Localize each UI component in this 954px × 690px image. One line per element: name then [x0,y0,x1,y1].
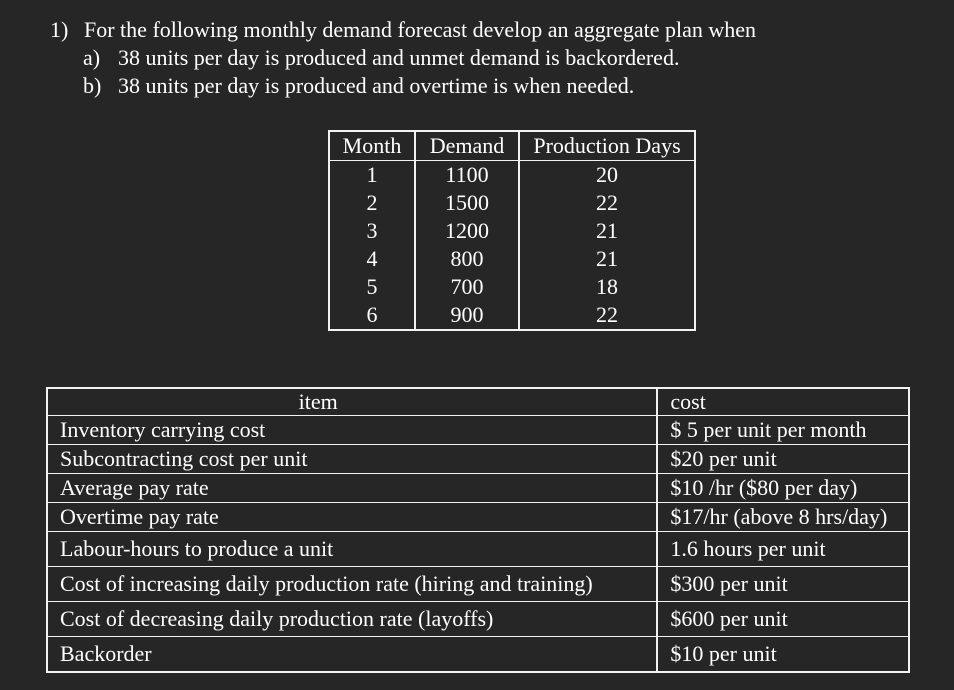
table-row [47,637,909,673]
question-part-b [50,72,930,100]
production-days-cell: 22 [519,189,695,217]
item-cell: Subcontracting cost per unit [47,445,657,474]
item-cell: Inventory carrying cost [47,416,657,445]
cost-cell: 1.6 hours per unit [657,532,909,567]
cost-cell: $300 per unit [657,567,909,602]
header-month: Month [329,131,415,161]
table-header-row [329,131,695,161]
item-cell: Overtime pay rate [47,503,657,532]
item-cell: Average pay rate [47,474,657,503]
part-text: 38 units per day is produced and overtime is when needed. [118,73,635,98]
table-row [47,416,909,445]
month-cell: 4 [329,245,415,273]
demand-cell: 1500 [415,189,519,217]
part-text: 38 units per day is produced and unmet demand is backordered. [118,45,680,70]
header-demand: Demand [415,131,519,161]
demand-table [328,130,696,331]
production-days-cell: 22 [519,301,695,330]
demand-cell: 1100 [415,161,519,190]
month-cell: 6 [329,301,415,330]
cost-table [46,387,910,673]
production-days-cell: 20 [519,161,695,190]
item-cell: Cost of increasing daily production rate (hiring and training) [47,567,657,602]
question-text: For the following monthly demand forecast develop an aggregate plan when [84,17,757,42]
table-row [329,273,695,301]
cost-cell: $17/hr (above 8 hrs/day) [657,503,909,532]
item-cell: Backorder [47,637,657,673]
question-number: 1) [50,17,69,42]
month-cell: 5 [329,273,415,301]
cost-cell: $10 per unit [657,637,909,673]
cost-cell: $ 5 per unit per month [657,416,909,445]
table-row [47,474,909,503]
header-cost: cost [657,388,909,416]
table-header-row [47,388,909,416]
table-row [47,445,909,474]
table-row [329,245,695,273]
header-item: item [47,388,657,416]
question-block [50,16,930,100]
demand-cell: 700 [415,273,519,301]
table-row [329,217,695,245]
table-row [329,301,695,330]
month-cell: 1 [329,161,415,190]
cost-cell: $600 per unit [657,602,909,637]
table-row [329,161,695,190]
demand-cell: 1200 [415,217,519,245]
table-row [47,602,909,637]
cost-cell: $10 /hr ($80 per day) [657,474,909,503]
production-days-cell: 21 [519,217,695,245]
demand-cell: 800 [415,245,519,273]
question-line [50,16,930,44]
table-row [47,567,909,602]
table-row [47,532,909,567]
header-production-days: Production Days [519,131,695,161]
month-cell: 2 [329,189,415,217]
month-cell: 3 [329,217,415,245]
table-row [329,189,695,217]
cost-cell: $20 per unit [657,445,909,474]
part-label: b) [83,73,102,98]
item-cell: Labour-hours to produce a unit [47,532,657,567]
table-row [47,503,909,532]
part-label: a) [83,45,101,70]
production-days-cell: 18 [519,273,695,301]
production-days-cell: 21 [519,245,695,273]
item-cell: Cost of decreasing daily production rate (layoffs) [47,602,657,637]
question-part-a [50,44,930,72]
demand-cell: 900 [415,301,519,330]
